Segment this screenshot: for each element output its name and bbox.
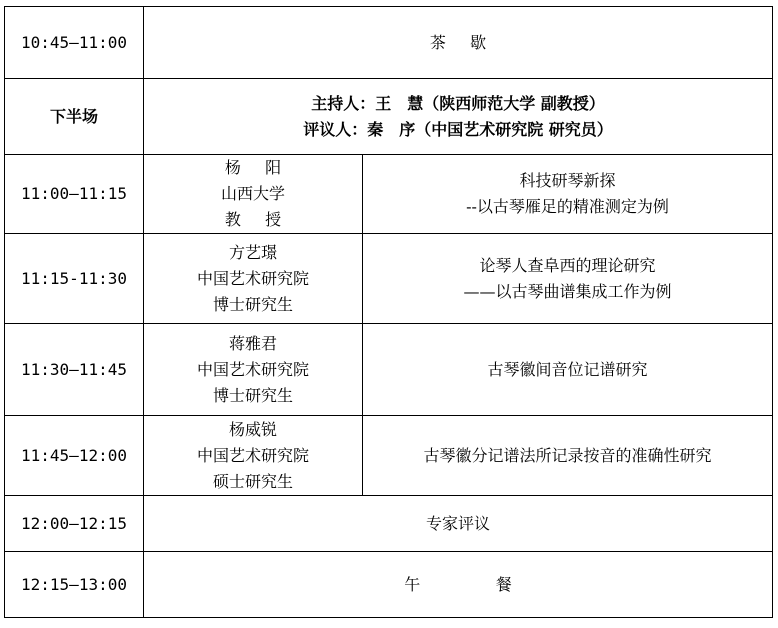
table-row-lunch (5, 552, 773, 618)
time-cell: 11:30—11:45 (5, 324, 144, 416)
topic-subtitle: ——以古琴曲谱集成工作为例 (463, 281, 672, 301)
expert-review-label: 专家评议 (144, 496, 773, 552)
topic-cell (363, 324, 773, 416)
speaker-org: 中国艺术研究院 (196, 359, 309, 379)
topic-subtitle: --以古琴雁足的精准测定为例 (466, 197, 669, 216)
host-info-cell (144, 79, 773, 155)
topic-cell (363, 234, 773, 324)
speaker-title: 博士研究生 (212, 294, 293, 314)
schedule-table (4, 6, 773, 618)
speaker-name: 杨威锐 (228, 419, 277, 439)
lunch-label: 午 餐 (144, 552, 773, 618)
speaker-org: 山西大学 (220, 184, 285, 203)
time-cell: 11:00—11:15 (5, 155, 144, 234)
table-row-talk (5, 155, 773, 234)
table-row-talk (5, 324, 773, 416)
time-cell: 11:45—12:00 (5, 416, 144, 496)
host-line: 主持人：王 慧（陕西师范大学 副教授） (311, 93, 605, 113)
table-row-expert-review (5, 496, 773, 552)
speaker-org: 中国艺术研究院 (196, 445, 309, 465)
speaker-name: 杨 阳 (224, 158, 291, 177)
time-cell: 12:00—12:15 (5, 496, 144, 552)
topic-title: 科技研琴新探 (519, 171, 616, 190)
time-cell: 11:15-11:30 (5, 234, 144, 324)
speaker-title: 博士研究生 (212, 385, 293, 405)
speaker-cell (144, 416, 363, 496)
topic-title: 论琴人查阜西的理论研究 (479, 255, 656, 275)
tea-break-label: 茶 歇 (144, 7, 773, 79)
topic-title: 古琴徽间音位记谱研究 (487, 359, 648, 379)
table-row-tea-break (5, 7, 773, 79)
speaker-title: 教 授 (224, 210, 291, 229)
time-cell: 10:45—11:00 (5, 7, 144, 79)
table-row-talk (5, 234, 773, 324)
reviewer-line: 评议人：秦 序（中国艺术研究院 研究员） (303, 119, 613, 139)
speaker-org: 中国艺术研究院 (196, 268, 309, 288)
speaker-cell (144, 324, 363, 416)
speaker-cell (144, 234, 363, 324)
table-row-talk (5, 416, 773, 496)
speaker-cell (144, 155, 363, 234)
topic-title: 古琴徽分记谱法所记录按音的准确性研究 (423, 445, 712, 465)
topic-cell (363, 155, 773, 234)
time-cell: 12:15—13:00 (5, 552, 144, 618)
table-row-section-header (5, 79, 773, 155)
topic-cell (363, 416, 773, 496)
speaker-name: 蒋雅君 (228, 333, 277, 353)
section-label: 下半场 (5, 79, 144, 155)
speaker-title: 硕士研究生 (212, 471, 293, 491)
speaker-name: 方艺璟 (228, 242, 277, 262)
